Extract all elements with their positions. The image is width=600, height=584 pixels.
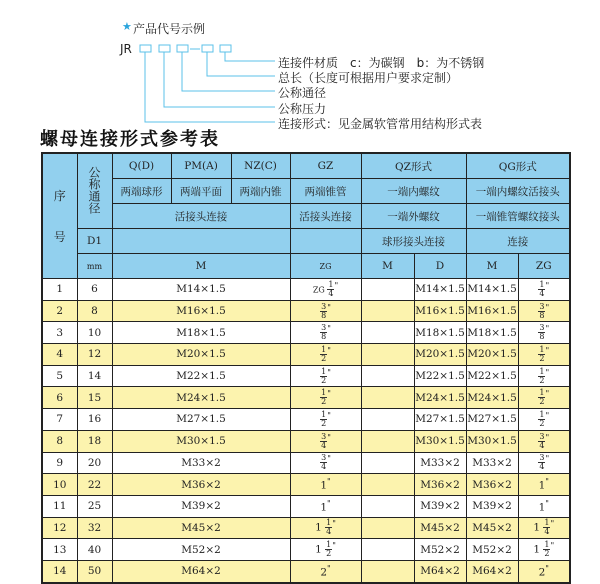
pipe-thread-cell xyxy=(518,322,570,344)
header-desc: 两端球形 xyxy=(112,179,171,204)
qg-m-cell: M52×2 xyxy=(466,539,518,561)
header-unit: ZG xyxy=(518,254,570,279)
fraction-numerator: 1 xyxy=(539,409,545,419)
fraction-numerator: 1 xyxy=(326,518,332,528)
qg-m-cell: M39×2 xyxy=(466,495,518,517)
header-desc: 一端内螺纹 xyxy=(361,179,466,204)
fraction-whole: 1 xyxy=(533,521,544,534)
fraction-numerator: 1 xyxy=(539,344,545,354)
header-empty xyxy=(290,229,361,254)
fraction-numerator: 1 xyxy=(321,409,327,419)
pipe-thread-cell xyxy=(290,344,361,366)
fraction-whole: 1 xyxy=(320,479,327,492)
header-gz: GZ xyxy=(290,153,361,179)
table-row xyxy=(42,387,570,409)
qz-d-cell: M39×2 xyxy=(414,495,466,517)
inch-mark: " xyxy=(327,564,331,574)
fraction-numerator: 1 xyxy=(321,344,327,354)
seq-cell: 11 xyxy=(42,495,77,517)
label-connection: 连接形式：见金属软管常用结构形式表 xyxy=(278,117,483,131)
qg-m-cell: M30×1.5 xyxy=(466,430,518,452)
fraction-numerator: 3 xyxy=(539,431,545,441)
pipe-thread-cell xyxy=(290,452,361,474)
qz-d-cell: M27×1.5 xyxy=(414,409,466,431)
diagram-heading: 产品代号示例 xyxy=(133,22,206,36)
inch-mark: " xyxy=(327,345,331,355)
qg-m-cell: M36×2 xyxy=(466,474,518,496)
seq-cell: 8 xyxy=(42,430,77,452)
fraction-numerator: 3 xyxy=(539,323,545,333)
table-row xyxy=(42,495,570,517)
fraction-denominator: 8 xyxy=(321,310,327,320)
thread-m-cell: M36×2 xyxy=(112,474,290,496)
star-icon: ★ xyxy=(122,20,132,33)
inch-mark: " xyxy=(545,389,550,399)
pipe-thread-cell xyxy=(290,279,361,301)
qg-m-cell: M16×1.5 xyxy=(466,300,518,322)
pipe-thread-cell xyxy=(518,279,570,301)
d1-cell: 6 xyxy=(77,279,112,301)
inch-mark: " xyxy=(545,454,550,464)
qg-m-cell: M45×2 xyxy=(466,517,518,539)
header-qg: QG形式 xyxy=(466,153,570,179)
fraction-whole: 1 xyxy=(320,501,327,514)
inch-mark: " xyxy=(327,410,331,420)
d1-cell: 12 xyxy=(77,344,112,366)
pipe-thread-cell xyxy=(290,474,361,496)
fraction-denominator: 4 xyxy=(544,527,550,537)
header-unit: M xyxy=(466,254,518,279)
qg-m-cell: M20×1.5 xyxy=(466,344,518,366)
seq-cell: 6 xyxy=(42,387,77,409)
seq-cell: 1 xyxy=(42,279,77,301)
d1-cell: 22 xyxy=(77,474,112,496)
inch-mark: " xyxy=(327,477,331,487)
header-nzc: NZ(C) xyxy=(231,153,290,179)
qz-d-cell: M18×1.5 xyxy=(414,322,466,344)
inch-mark: " xyxy=(327,454,331,464)
nominal-dia-header xyxy=(77,153,112,229)
qz-m-cell xyxy=(361,430,414,452)
label-diameter: 公称通径 xyxy=(278,86,327,100)
header-desc: 两端内锥 xyxy=(231,179,290,204)
pipe-thread-cell xyxy=(518,365,570,387)
pipe-thread-cell xyxy=(518,560,570,582)
fraction-numerator: 1 xyxy=(544,518,550,528)
label-length: 总长（长度可根据用户要求定制） xyxy=(278,71,459,85)
inch-mark: " xyxy=(545,564,549,574)
inch-mark: " xyxy=(545,280,550,290)
inch-mark: " xyxy=(327,367,331,377)
pipe-thread-cell xyxy=(290,560,361,582)
seq-header-bottom: 号 xyxy=(53,230,66,244)
fraction-numerator: 3 xyxy=(539,301,545,311)
qz-d-cell: M64×2 xyxy=(414,560,466,582)
d1-cell: 20 xyxy=(77,452,112,474)
header-unit: ZG xyxy=(290,254,361,279)
d1-cell: 15 xyxy=(77,387,112,409)
header-unit: M xyxy=(112,254,290,279)
header-pma: PM(A) xyxy=(171,153,231,179)
qz-d-cell: M22×1.5 xyxy=(414,365,466,387)
seq-header-top: 序 xyxy=(53,189,66,203)
qz-m-cell xyxy=(361,539,414,561)
fraction-numerator: 1 xyxy=(328,279,334,289)
qz-d-cell: M20×1.5 xyxy=(414,344,466,366)
label-material: 连接件材质 c：为碳钢 b：为不锈钢 xyxy=(278,56,485,70)
thread-m-cell: M16×1.5 xyxy=(112,300,290,322)
seq-cell: 7 xyxy=(42,409,77,431)
inch-mark: " xyxy=(545,432,550,442)
table-row xyxy=(42,539,570,561)
fraction-numerator: 1 xyxy=(539,388,545,398)
fraction-numerator: 1 xyxy=(539,366,545,376)
header-conn: 球形接头连接 xyxy=(361,229,466,254)
inch-mark: " xyxy=(545,498,549,508)
pipe-thread-cell xyxy=(518,517,570,539)
header-qd: Q(D) xyxy=(112,153,171,179)
qz-d-cell: M30×1.5 xyxy=(414,430,466,452)
seq-cell: 4 xyxy=(42,344,77,366)
qg-m-cell: M22×1.5 xyxy=(466,365,518,387)
header-unit: M xyxy=(361,254,414,279)
inch-mark: " xyxy=(332,541,336,551)
header-d1: D1 xyxy=(77,229,112,254)
fraction-numerator: 3 xyxy=(321,453,327,463)
pipe-thread-cell xyxy=(290,495,361,517)
d1-cell: 16 xyxy=(77,409,112,431)
qz-m-cell xyxy=(361,322,414,344)
fraction-denominator: 8 xyxy=(321,332,327,342)
qz-d-cell: M14×1.5 xyxy=(414,279,466,301)
fraction-denominator: 8 xyxy=(539,332,545,342)
pipe-thread-cell xyxy=(518,300,570,322)
thread-m-cell: M18×1.5 xyxy=(112,322,290,344)
pipe-thread-cell xyxy=(518,430,570,452)
header-conn: 一端外螺纹 xyxy=(361,204,466,229)
header-conn: 一端锥管螺纹接头 xyxy=(466,204,570,229)
pipe-thread-cell xyxy=(518,539,570,561)
fraction-numerator: 1 xyxy=(321,366,327,376)
code-prefix: JR xyxy=(120,42,132,56)
qg-m-cell: M14×1.5 xyxy=(466,279,518,301)
pipe-thread-cell xyxy=(518,409,570,431)
header-desc: 两端锥管 xyxy=(290,179,361,204)
seq-cell: 9 xyxy=(42,452,77,474)
seq-cell: 14 xyxy=(42,560,77,582)
fraction-denominator: 2 xyxy=(321,418,327,428)
header-conn: 连接 xyxy=(466,229,570,254)
table-row xyxy=(42,430,570,452)
pipe-thread-cell xyxy=(290,517,361,539)
nominal-dia-label: 公称通径 xyxy=(87,165,101,214)
qz-d-cell: M33×2 xyxy=(414,452,466,474)
qz-d-cell: M45×2 xyxy=(414,517,466,539)
inch-mark: " xyxy=(327,498,331,508)
fraction-denominator: 4 xyxy=(321,462,327,472)
table-row xyxy=(42,474,570,496)
thread-m-cell: M52×2 xyxy=(112,539,290,561)
thread-m-cell: M30×1.5 xyxy=(112,430,290,452)
inch-mark: " xyxy=(334,280,339,290)
fraction-numerator: 1 xyxy=(539,279,545,289)
d1-cell: 14 xyxy=(77,365,112,387)
d1-cell: 50 xyxy=(77,560,112,582)
fraction-denominator: 4 xyxy=(539,440,545,450)
pipe-thread-cell xyxy=(290,322,361,344)
table-row xyxy=(42,365,570,387)
qz-m-cell xyxy=(361,452,414,474)
inch-mark: " xyxy=(327,324,331,334)
fraction-denominator: 2 xyxy=(539,353,545,363)
pipe-thread-cell xyxy=(518,387,570,409)
fraction-denominator: 2 xyxy=(539,418,545,428)
fraction-whole: 1 xyxy=(538,479,546,492)
pipe-thread-cell xyxy=(290,387,361,409)
d1-cell: 18 xyxy=(77,430,112,452)
table-row xyxy=(42,452,570,474)
fraction-denominator: 4 xyxy=(326,527,332,537)
seq-cell: 5 xyxy=(42,365,77,387)
pipe-thread-cell xyxy=(518,452,570,474)
table-row xyxy=(42,409,570,431)
qz-m-cell xyxy=(361,560,414,582)
pipe-thread-cell xyxy=(290,539,361,561)
pipe-thread-cell xyxy=(290,430,361,452)
fraction-numerator: 3 xyxy=(321,301,327,311)
fraction-denominator: 2 xyxy=(539,397,545,407)
fraction-numerator: 1 xyxy=(321,388,327,398)
pipe-thread-cell xyxy=(518,344,570,366)
fraction-whole: 1 xyxy=(315,543,326,556)
thread-m-cell: M14×1.5 xyxy=(112,279,290,301)
inch-mark: " xyxy=(545,324,550,334)
fraction-numerator: 3 xyxy=(539,453,545,463)
inch-mark: " xyxy=(545,367,550,377)
pipe-thread-cell xyxy=(290,365,361,387)
table-row xyxy=(42,279,570,301)
inch-mark: " xyxy=(550,541,555,551)
fraction-numerator: 1 xyxy=(326,540,332,550)
fraction-denominator: 8 xyxy=(539,310,545,320)
header-unit: D xyxy=(414,254,466,279)
table-row xyxy=(42,560,570,582)
thread-m-cell: M22×1.5 xyxy=(112,365,290,387)
pipe-thread-cell xyxy=(290,300,361,322)
inch-mark: " xyxy=(545,410,550,420)
nut-connection-table xyxy=(41,152,571,584)
header-conn: 活接头连接 xyxy=(290,204,361,229)
fraction-numerator: 1 xyxy=(544,540,550,550)
inch-mark: " xyxy=(327,389,331,399)
inch-mark: " xyxy=(550,519,555,529)
fraction-whole: 1 xyxy=(538,501,546,514)
thread-prefix: ZG xyxy=(312,285,328,295)
qz-m-cell xyxy=(361,495,414,517)
pipe-thread-cell xyxy=(290,409,361,431)
seq-cell: 3 xyxy=(42,322,77,344)
seq-cell: 2 xyxy=(42,300,77,322)
fraction-denominator: 2 xyxy=(326,549,332,559)
fraction-numerator: 3 xyxy=(321,431,327,441)
fraction-denominator: 2 xyxy=(321,353,327,363)
qz-m-cell xyxy=(361,344,414,366)
header-qz: QZ形式 xyxy=(361,153,466,179)
qz-m-cell xyxy=(361,365,414,387)
qg-m-cell: M18×1.5 xyxy=(466,322,518,344)
fraction-denominator: 4 xyxy=(539,462,545,472)
inch-mark: " xyxy=(327,432,331,442)
qz-m-cell xyxy=(361,279,414,301)
qg-m-cell: M33×2 xyxy=(466,452,518,474)
inch-mark: " xyxy=(545,302,550,312)
qg-m-cell: M24×1.5 xyxy=(466,387,518,409)
qz-m-cell xyxy=(361,517,414,539)
qz-d-cell: M16×1.5 xyxy=(414,300,466,322)
table-body xyxy=(42,279,570,583)
fraction-whole: 1 xyxy=(315,521,326,534)
table-title: 螺母连接形式参考表 xyxy=(40,129,220,150)
qz-d-cell: M24×1.5 xyxy=(414,387,466,409)
header-empty xyxy=(112,229,290,254)
qz-m-cell xyxy=(361,409,414,431)
qz-m-cell xyxy=(361,387,414,409)
header-desc: 两端平面 xyxy=(171,179,231,204)
table-row xyxy=(42,344,570,366)
d1-cell: 25 xyxy=(77,495,112,517)
d1-cell: 32 xyxy=(77,517,112,539)
qz-m-cell xyxy=(361,300,414,322)
fraction-denominator: 4 xyxy=(539,288,545,298)
d1-cell: 40 xyxy=(77,539,112,561)
table-row xyxy=(42,322,570,344)
seq-cell: 12 xyxy=(42,517,77,539)
fraction-whole: 1 xyxy=(533,543,544,556)
d1-cell: 10 xyxy=(77,322,112,344)
fraction-denominator: 2 xyxy=(321,375,327,385)
qg-m-cell: M27×1.5 xyxy=(466,409,518,431)
seq-cell: 13 xyxy=(42,539,77,561)
seq-header xyxy=(42,153,77,279)
fraction-whole: 2 xyxy=(538,566,546,579)
table-row xyxy=(42,300,570,322)
label-pressure: 公称压力 xyxy=(278,102,327,116)
inch-mark: " xyxy=(327,302,331,312)
fraction-denominator: 2 xyxy=(321,397,327,407)
fraction-numerator: 3 xyxy=(321,323,327,333)
thread-m-cell: M24×1.5 xyxy=(112,387,290,409)
fraction-denominator: 4 xyxy=(321,440,327,450)
thread-m-cell: M27×1.5 xyxy=(112,409,290,431)
table-row xyxy=(42,517,570,539)
qz-d-cell: M36×2 xyxy=(414,474,466,496)
fraction-denominator: 4 xyxy=(328,288,334,298)
qg-m-cell: M64×2 xyxy=(466,560,518,582)
pipe-thread-cell xyxy=(518,474,570,496)
thread-m-cell: M64×2 xyxy=(112,560,290,582)
thread-m-cell: M33×2 xyxy=(112,452,290,474)
header-desc: 一端内螺纹活接头 xyxy=(466,179,570,204)
inch-mark: " xyxy=(545,477,549,487)
fraction-denominator: 2 xyxy=(539,375,545,385)
thread-m-cell: M39×2 xyxy=(112,495,290,517)
inch-mark: " xyxy=(332,519,336,529)
pipe-thread-cell xyxy=(518,495,570,517)
seq-cell: 10 xyxy=(42,474,77,496)
inch-mark: " xyxy=(545,345,550,355)
thread-m-cell: M20×1.5 xyxy=(112,344,290,366)
qz-d-cell: M52×2 xyxy=(414,539,466,561)
fraction-whole: 2 xyxy=(320,566,327,579)
header-mm: mm xyxy=(77,254,112,279)
qz-m-cell xyxy=(361,474,414,496)
header-conn: 活接头连接 xyxy=(112,204,290,229)
thread-m-cell: M45×2 xyxy=(112,517,290,539)
d1-cell: 8 xyxy=(77,300,112,322)
fraction-denominator: 2 xyxy=(544,549,550,559)
